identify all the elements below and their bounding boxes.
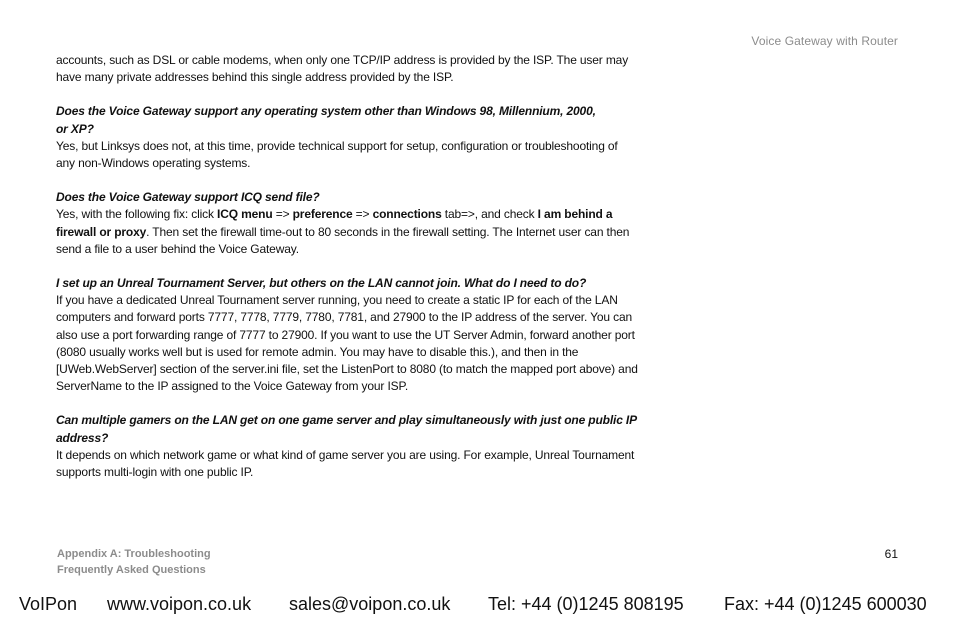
running-title: Voice Gateway with Router bbox=[751, 34, 898, 48]
answer-text: => bbox=[352, 207, 373, 222]
faq-question-os bbox=[56, 103, 660, 137]
answer-line-1: Yes, but Linksys does not, at this time, provide technical support for setup, configuration or troubleshooting of bbox=[56, 138, 618, 153]
icq-menu-term: ICQ menu bbox=[217, 207, 273, 222]
fax-number: Fax: +44 (0)1245 600030 bbox=[724, 594, 927, 614]
intro-line-2: have many private addresses behind this single address provided by the ISP. bbox=[56, 70, 454, 85]
telephone-number: Tel: +44 (0)1245 808195 bbox=[488, 594, 684, 614]
intro-line-1: accounts, such as DSL or cable modems, when only one TCP/IP address is provided by the ISP. The user may bbox=[56, 53, 629, 67]
answer-line-2: computers and forward ports 7777, 7778, 7779, 7780, 7781, and 27900 to the IP address of the server. You can bbox=[56, 310, 633, 325]
answer-line-4: (8080 usually works well but is used for remote admin. You may have to disable this.), and then in the bbox=[56, 344, 579, 359]
answer-text: => bbox=[272, 207, 293, 222]
faq-answer-icq bbox=[56, 206, 660, 258]
faq-content bbox=[56, 52, 660, 481]
footer-section-info bbox=[57, 546, 211, 578]
email-link[interactable]: sales@voipon.co.uk bbox=[289, 594, 451, 614]
answer-line-3: also use a port forwarding range of 7777 to 27900. If you want to use the UT Server Admin, forward another port bbox=[56, 327, 635, 342]
answer-text: tab=>, and check bbox=[441, 207, 538, 222]
connections-term: connections bbox=[372, 207, 442, 222]
answer-text: send a file to a user behind the Voice Gateway. bbox=[56, 241, 299, 256]
answer-line-5: [UWeb.WebServer] section of the server.ini file, set the ListenPort to 8080 (to match the mapped port above) and bbox=[56, 362, 638, 377]
firewall-proxy-term: firewall or proxy bbox=[56, 224, 147, 239]
answer-line-2: any non-Windows operating systems. bbox=[56, 156, 251, 171]
faq-question-multiplayer bbox=[56, 412, 660, 446]
contact-bar bbox=[0, 592, 954, 618]
preference-term: preference bbox=[292, 207, 353, 222]
faq-answer-multiplayer bbox=[56, 447, 660, 481]
intro-paragraph bbox=[56, 52, 660, 86]
page-number: 61 bbox=[884, 547, 898, 561]
behind-firewall-term: I am behind a bbox=[537, 207, 613, 222]
question-line-2: or XP? bbox=[56, 121, 94, 136]
question-line-1: Does the Voice Gateway support any operating system other than Windows 98, Millennium, 2000, bbox=[56, 104, 596, 119]
website-link[interactable]: www.voipon.co.uk bbox=[107, 594, 252, 614]
answer-line-6: ServerName to the IP assigned to the Voice Gateway from your ISP. bbox=[56, 379, 408, 394]
answer-line-1: It depends on which network game or what kind of game server you are using. For example, Unreal Tournament bbox=[56, 447, 635, 462]
answer-line-2: supports multi-login with one public IP. bbox=[56, 465, 254, 480]
faq-question-unreal: I set up an Unreal Tournament Server, but others on the LAN cannot join. What do I need to do? bbox=[56, 276, 587, 291]
question-line-2: address? bbox=[56, 430, 109, 445]
answer-text: Yes, with the following fix: click bbox=[56, 207, 218, 222]
answer-text: . Then set the firewall time-out to 80 seconds in the firewall setting. The Internet user can then bbox=[146, 224, 630, 239]
question-line-1: Can multiple gamers on the LAN get on one game server and play simultaneously with just one public IP bbox=[56, 413, 637, 428]
footer-section: Appendix A: Troubleshooting bbox=[57, 548, 211, 560]
faq-question-icq: Does the Voice Gateway support ICQ send file? bbox=[56, 190, 320, 205]
company-name: VoIPon bbox=[19, 594, 78, 614]
faq-answer-os bbox=[56, 138, 660, 172]
faq-answer-unreal bbox=[56, 292, 660, 395]
footer-subsection: Frequently Asked Questions bbox=[57, 564, 206, 576]
answer-line-1: If you have a dedicated Unreal Tournament server running, you need to create a static IP for each of the LAN bbox=[56, 293, 618, 308]
